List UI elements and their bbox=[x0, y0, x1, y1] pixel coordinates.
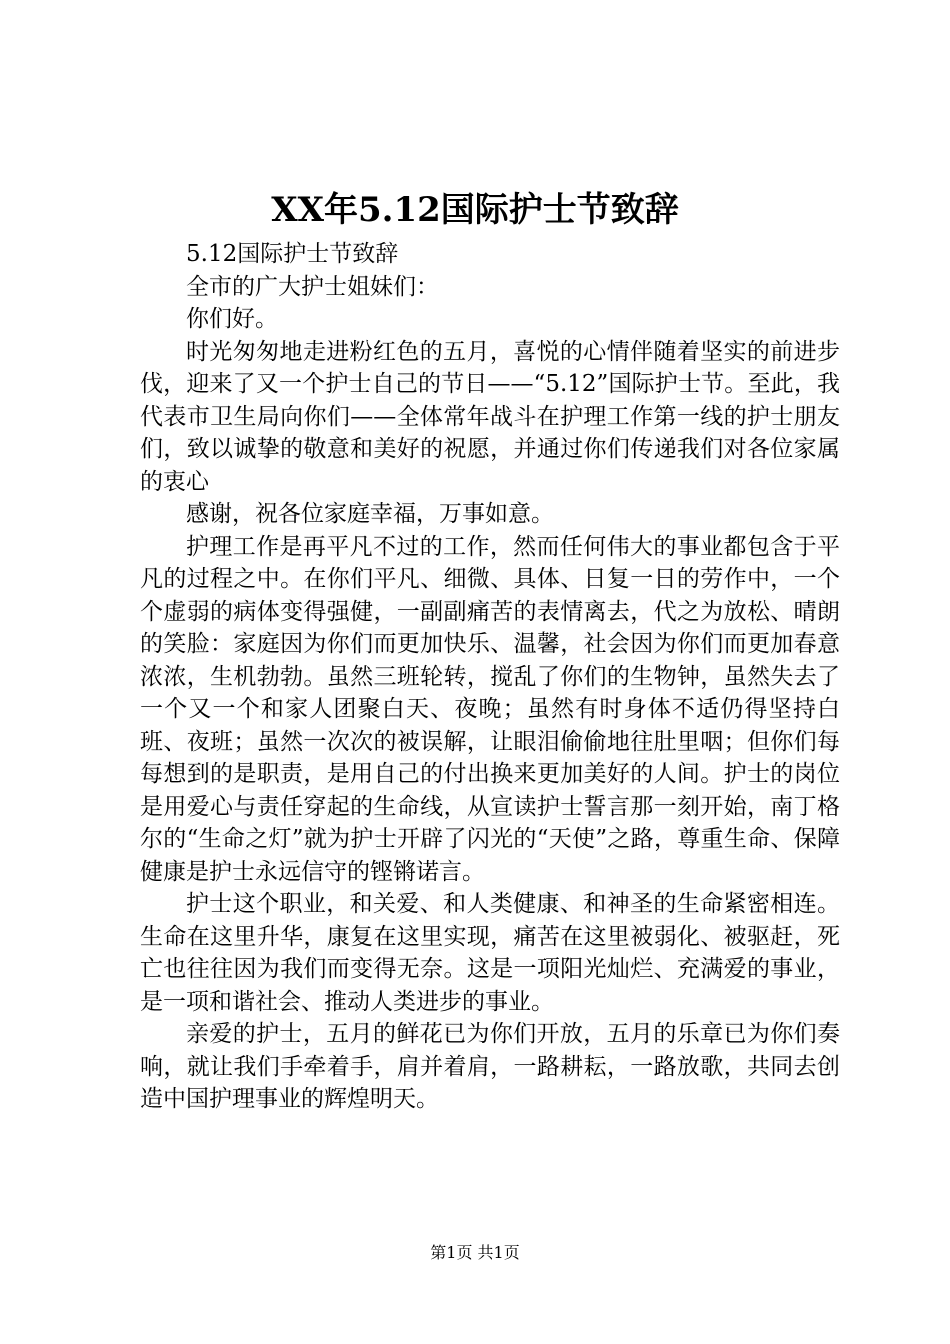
paragraph: 护士这个职业，和关爱、和人类健康、和神圣的生命紧密相连。生命在这里升华，康复在这里实现，痛苦在这里被弱化、被驱赶，死亡也往往因为我们而变得无奈。这是一项阳光灿烂、充满爱的事业，是一项和谐社会、推动人类进步的事业。 bbox=[140, 891, 840, 1015]
paragraph-salutation: 全市的广大护士姐妹们： bbox=[186, 273, 439, 300]
page-number-footer: 第1页 共1页 bbox=[430, 1243, 520, 1262]
paragraph-heading: 5.12国际护士节致辞 bbox=[186, 241, 399, 267]
document-title: XX年5.12国际护士节致辞 bbox=[271, 190, 679, 230]
paragraph: 亲爱的护士，五月的鲜花已为你们开放，五月的乐章已为你们奏响，就让我们手牵着手，肩并着肩，一路耕耘，一路放歌，共同去创造中国护理事业的辉煌明天。 bbox=[140, 1021, 840, 1112]
paragraph: 时光匆匆地走进粉红色的五月，喜悦的心情伴随着坚实的前进步伐，迎来了又一个护士自己的节日——“5.12”国际护士节。至此，我代表市卫生局向你们——全体常年战斗在护理工作第一线的护士朋友们，致以诚挚的敬意和美好的祝愿，并通过你们传递我们对各位家属的衷心 bbox=[140, 338, 840, 495]
paragraph: 护理工作是再平凡不过的工作，然而任何伟大的事业都包含于平凡的过程之中。在你们平凡、细微、具体、日复一日的劳作中，一个个虚弱的病体变得强健，一副副痛苦的表情离去，代之为放松、晴朗的笑脸：家庭因为你们而更加快乐、温馨，社会因为你们而更加春意浓浓，生机勃勃。虽然三班轮转，搅乱了你们的生物钟，虽然失去了一个又一个和家人团聚白天、夜晚；虽然有时身体不适仍得坚持白班、夜班；虽然一次次的被误解，让眼泪偷偷地往肚里咽；但你们每每想到的是职责，是用自己的付出换来更加美好的人间。护士的岗位是用爱心与责任穿起的生命线，从宣读护士誓言那一刻开始，南丁格尔的“生命之灯”就为护士开辟了闪光的“天使”之路，尊重生命、保障健康是护士永远信守的铿锵诺言。 bbox=[140, 533, 840, 885]
paragraph-greeting: 你们好。 bbox=[186, 306, 278, 332]
document-body bbox=[140, 238, 840, 1116]
paragraph: 感谢，祝各位家庭幸福，万事如意。 bbox=[186, 501, 554, 527]
